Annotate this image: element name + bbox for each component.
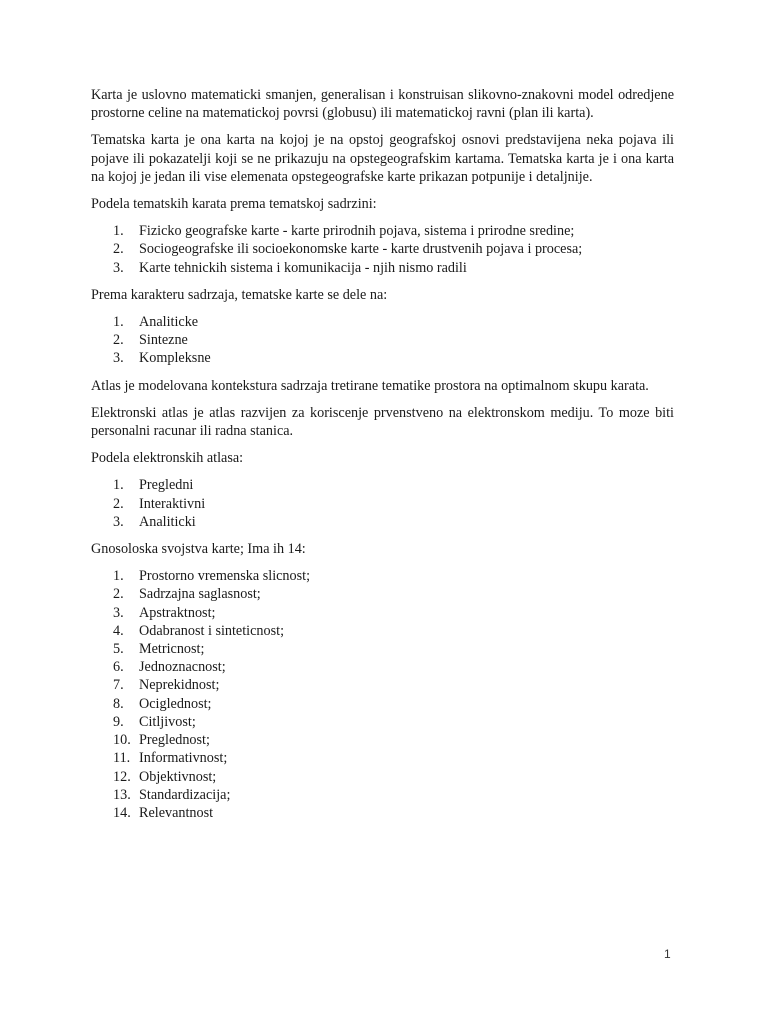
list-item-text: Metricnost;	[139, 641, 205, 658]
list-item	[91, 513, 674, 531]
paragraph-tematska-karta: Tematska karta je ona karta na kojoj je na opstoj geografskoj osnovi predstavijena neka pojava ili pojave ili pokazatelji koji se ne prikazuju na opstegeografskim kartama. Tematska karta je i ona karta na kojoj je jedan ili vise elemenata opstegeografske karte prikazan potpunije i detaljnije.	[91, 132, 674, 185]
list-item-text: Neprekidnost;	[139, 677, 220, 694]
list-item-number: 10.	[113, 732, 131, 749]
list-item	[91, 695, 674, 713]
list-item-number: 5.	[113, 641, 124, 658]
list-item	[91, 768, 674, 786]
list-item-text: Karte tehnickih sistema i komunikacija - njih nismo radili	[139, 259, 467, 276]
list-item	[91, 731, 674, 749]
list-item-text: Jednoznacnost;	[139, 659, 226, 676]
list-item-number: 14.	[113, 804, 131, 821]
list-item-number: 2.	[113, 495, 124, 512]
list-item-text: Pregledni	[139, 477, 194, 494]
list-item-number: 4.	[113, 622, 124, 639]
list-item	[91, 804, 674, 822]
list-item-number: 2.	[113, 241, 124, 258]
list-item-number: 2.	[113, 332, 124, 349]
list-item	[91, 622, 674, 640]
list-item-number: 1.	[113, 568, 124, 585]
list-item-text: Standardizacija;	[139, 786, 231, 803]
list-item-number: 9.	[113, 713, 124, 730]
list-item	[91, 585, 674, 603]
list-item-text: Informativnost;	[139, 750, 228, 767]
list-item	[91, 640, 674, 658]
list-item-number: 11.	[113, 750, 131, 767]
list-item	[91, 567, 674, 585]
list-item-text: Ociglednost;	[139, 695, 212, 712]
list-item-text: Sociogeografske ili socioekonomske karte - karte drustvenih pojava i procesa;	[139, 241, 583, 258]
list-item	[91, 476, 674, 494]
list-elektronski-atlasi	[91, 476, 674, 531]
list-item-number: 1.	[113, 223, 124, 240]
list-item-number: 3.	[113, 513, 124, 530]
list-item-text: Odabranost i sinteticnost;	[139, 622, 285, 639]
list-item-number: 1.	[113, 477, 124, 494]
heading-podela-tematskih: Podela tematskih karata prema tematskoj sadrzini:	[91, 196, 377, 213]
list-item-text: Objektivnost;	[139, 768, 217, 785]
list-item	[91, 349, 674, 367]
list-gnosoloska-svojstva	[91, 567, 674, 822]
list-item-text: Kompleksne	[139, 350, 211, 367]
list-item	[91, 313, 674, 331]
list-item-number: 8.	[113, 695, 124, 712]
list-item-text: Analiticki	[139, 513, 196, 530]
list-tematska-sadrzina	[91, 222, 674, 277]
list-item	[91, 222, 674, 240]
list-item-number: 12.	[113, 768, 131, 785]
list-item	[91, 786, 674, 804]
list-item	[91, 259, 674, 277]
list-item-number: 3.	[113, 350, 124, 367]
document-page	[91, 86, 674, 831]
list-item-text: Sadrzajna saglasnost;	[139, 586, 261, 603]
list-item	[91, 240, 674, 258]
list-item-text: Analiticke	[139, 314, 199, 331]
list-item-text: Apstraktnost;	[139, 604, 216, 621]
list-item-text: Citljivost;	[139, 713, 196, 730]
list-item-text: Prostorno vremenska slicnost;	[139, 568, 311, 585]
list-item-number: 1.	[113, 314, 124, 331]
list-item-text: Fizicko geografske karte - karte prirodnih pojava, sistema i prirodne sredine;	[139, 223, 575, 240]
list-karakter-sadrzaja	[91, 313, 674, 368]
list-item-number: 2.	[113, 586, 124, 603]
list-item	[91, 749, 674, 767]
list-item-number: 3.	[113, 604, 124, 621]
list-item-text: Relevantnost	[139, 804, 214, 821]
list-item	[91, 604, 674, 622]
list-item	[91, 495, 674, 513]
list-item-number: 13.	[113, 786, 131, 803]
list-item	[91, 713, 674, 731]
heading-karakter-sadrzaja: Prema karakteru sadrzaja, tematske karte se dele na:	[91, 286, 388, 303]
list-item	[91, 676, 674, 694]
paragraph-elektronski-atlas: Elektronski atlas je atlas razvijen za koriscenje prvenstveno na elektronskom mediju. To moze biti personalni racunar ili radna stanica.	[91, 404, 674, 440]
paragraph-karta-definition: Karta je uslovno matematicki smanjen, generalisan i konstruisan slikovno-znakovni model odredjene prostorne celine na matematickoj povrsi (globusu) ili matematickoj ravni (plan ili karta).	[91, 87, 674, 122]
list-item-number: 3.	[113, 259, 124, 276]
list-item-text: Preglednost;	[139, 732, 210, 749]
list-item	[91, 331, 674, 349]
list-item-number: 6.	[113, 659, 124, 676]
heading-podela-elektronskih: Podela elektronskih atlasa:	[91, 450, 244, 467]
list-item	[91, 658, 674, 676]
list-item-text: Interaktivni	[139, 495, 206, 512]
paragraph-atlas-definition: Atlas je modelovana kontekstura sadrzaja tretirane tematike prostora na optimalnom skupu karata.	[91, 377, 649, 394]
page-number: 1	[664, 947, 671, 961]
list-item-number: 7.	[113, 677, 124, 694]
heading-gnosoloska-svojstva: Gnosoloska svojstva karte; Ima ih 14:	[91, 541, 306, 558]
list-item-text: Sintezne	[139, 332, 188, 349]
